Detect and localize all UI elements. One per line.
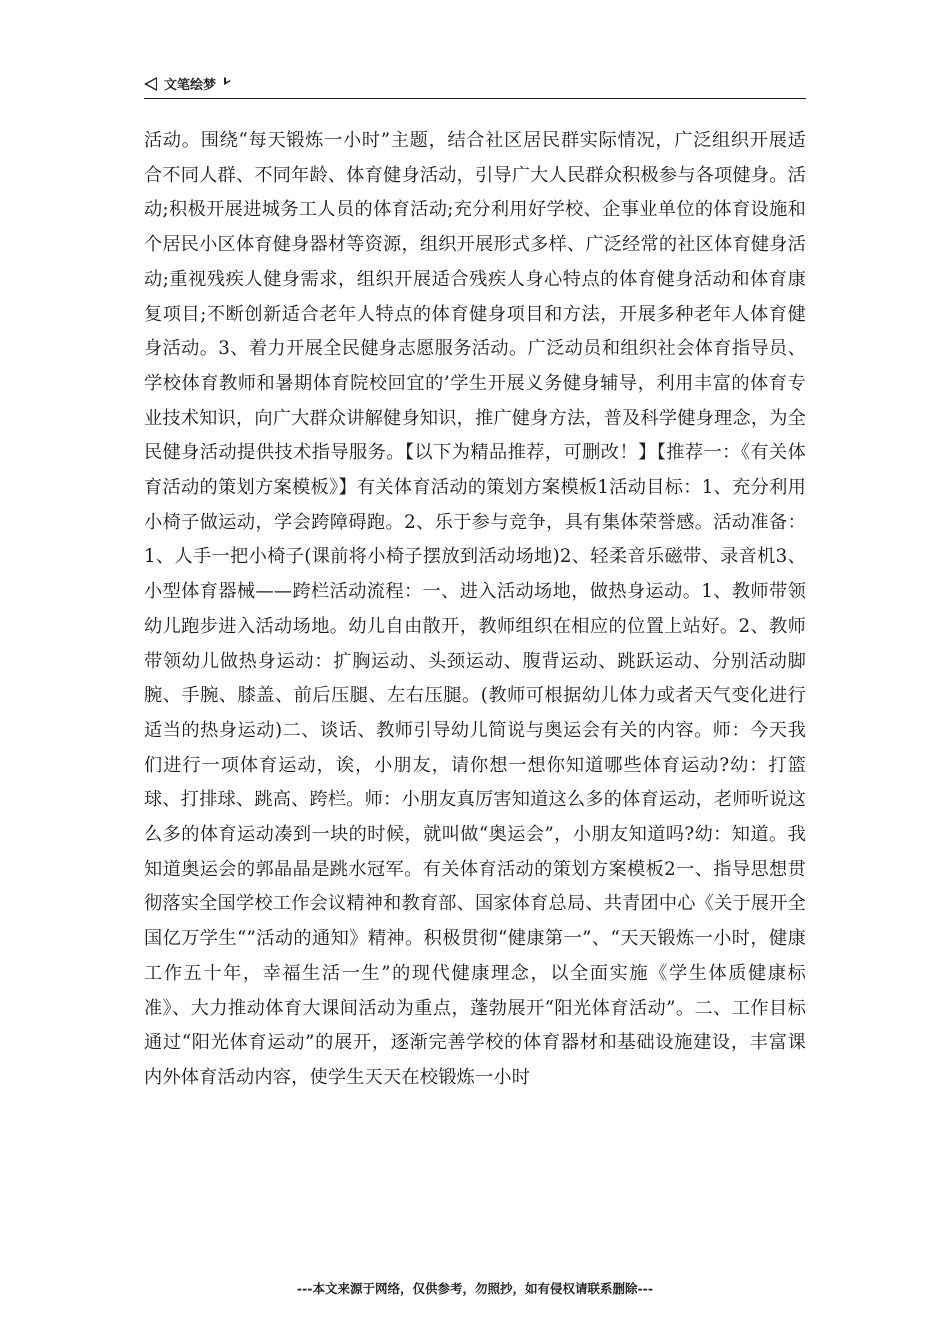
page-header <box>144 70 806 99</box>
brand-name: 文笔绘梦 <box>164 78 217 93</box>
triangle-left-outline-icon <box>144 77 157 91</box>
brand-logo <box>144 74 231 93</box>
document-body-text: 活动。围绕“每天锻炼一小时”主题，结合社区居民群实际情况，广泛组织开展适合不同人群、不同年龄、体育健身活动，引导广大人民群众积极参与各项健身。活动;积极开展进城务工人员的体育活动;充分利用好学校、企事业单位的体育设施和个居民小区体育健身器材等资源，组织开展形式多样、广泛经常的社区体育健身活动;重视残疾人健身需求，组织开展适合残疾人身心特点的体育健身活动和体育康复项目;不断创新适合老年人特点的体育健身项目和方法，开展多种老年人体育健身活动。3、着力开展全民健身志愿服务活动。广泛动员和组织社会体育指导员、学校体育教师和暑期体育院校回宜的’学生开展义务健身辅导，利用丰富的体育专业技术知识，向广大群众讲解健身知识，推广健身方法，普及科学健身理念，为全民健身活动提供技术指导服务。【以下为精品推荐，可删改！】【推荐一：《有关体育活动的策划方案模板》】有关体育活动的策划方案模板1活动目标：1、充分利用小椅子做运动，学会跨障碍跑。2、乐于参与竞争，具有集体荣誉感。活动准备：1、人手一把小椅子(课前将小椅子摆放到活动场地)2、轻柔音乐磁带、录音机3、小型体育器械——跨栏活动流程：一、进入活动场地，做热身运动。1、教师带领幼儿跑步进入活动场地。幼儿自由散开，教师组织在相应的位置上站好。2、教师带领幼儿做热身运动：扩胸运动、头颈运动、腹背运动、跳跃运动、分别活动脚腕、手腕、膝盖、前后压腿、左右压腿。(教师可根据幼儿体力或者天气变化进行适当的热身运动)二、谈话、教师引导幼儿简说与奥运会有关的内容。师：今天我们进行一项体育运动，诶，小朋友，请你想一想你知道哪些体育运动?幼：打篮球、打排球、跳高、跨栏。师：小朋友真厉害知道这么多的体育运动，老师听说这么多的体育运动凑到一块的时候，就叫做“奥运会”，小朋友知道吗?幼：知道。我知道奥运会的郭晶晶是跳水冠军。有关体育活动的策划方案模板2一、指导思想贯彻落实全国学校工作会议精神和教育部、国家体育总局、共青团中心《关于展开全国亿万学生“”活动的通知》精神。积极贯彻“健康第一”、“天天锻炼一小时，健康工作五十年，幸福生活一生”的现代健康理念，以全面实施《学生体质健康标准》、大力推动体育大课间活动为重点，蓬勃展开“阳光体育活动”。二、工作目标通过“阳光体育运动”的展开，逐渐完善学校的体育器材和基础设施建设，丰富课内外体育活动内容，使学生天天在校锻炼一小时 <box>144 130 806 1088</box>
footer-disclaimer: ---本文来源于网络，仅供参考，勿照抄，如有侵权请联系删除--- <box>296 1281 654 1296</box>
triangle-right-outline-icon <box>224 77 231 85</box>
